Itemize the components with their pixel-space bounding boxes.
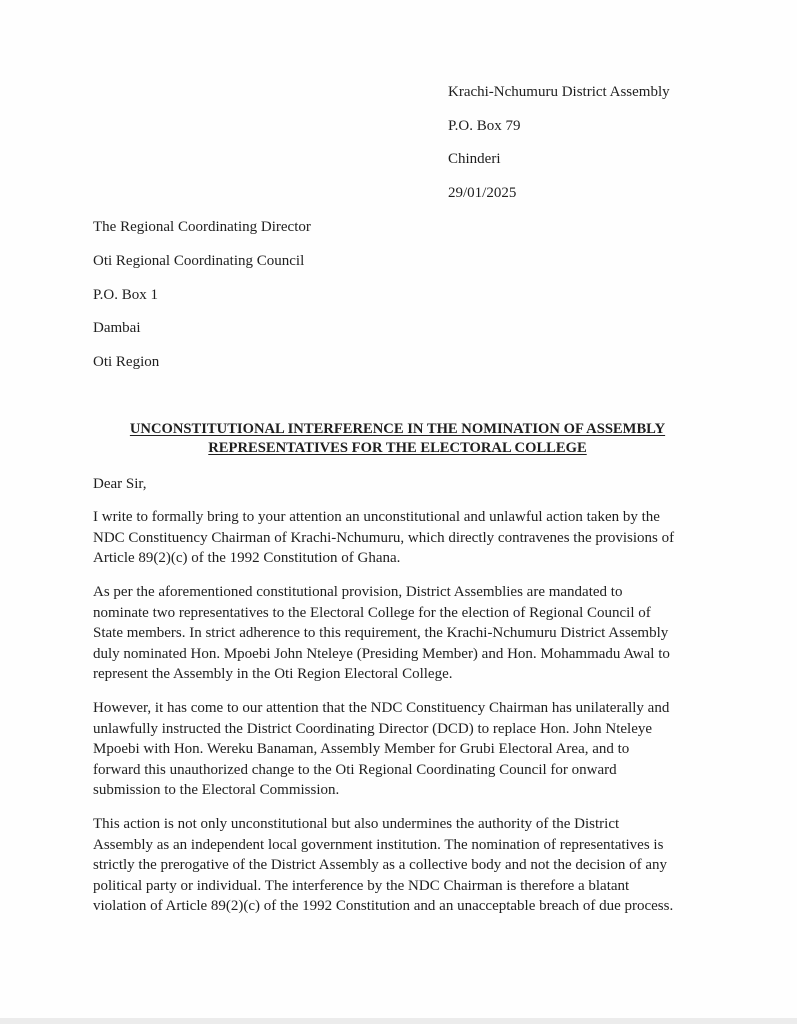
- page-bottom-edge: [0, 1018, 797, 1024]
- paragraph-line: strictly the prerogative of the District Assembly as a collective body and not the decision of any: [93, 857, 668, 874]
- paragraph-violation: [93, 814, 708, 917]
- paragraph-line: This action is not only unconstitutional but also undermines the authority of the District: [93, 816, 620, 832]
- paragraph-line: political party or individual. The interference by the NDC Chairman is therefore a blatant: [93, 877, 630, 894]
- paragraph-nomination: [93, 582, 708, 685]
- paragraph-interference: [93, 698, 708, 801]
- sender-po-box: P.O. Box 79: [448, 117, 521, 134]
- recipient-region: Oti Region: [93, 354, 160, 371]
- paragraph-line: forward this unauthorized change to the Oti Regional Coordinating Council for onward: [93, 761, 617, 778]
- recipient-organization: Oti Regional Coordinating Council: [93, 252, 305, 269]
- subject-line: REPRESENTATIVES FOR THE ELECTORAL COLLEGE: [208, 440, 587, 456]
- paragraph-line: However, it has come to our attention that the NDC Constituency Chairman has unilaterally and: [93, 700, 670, 716]
- paragraph-line: Assembly as an independent local government institution. The nomination of representatives is: [93, 836, 664, 853]
- paragraph-line: Article 89(2)(c) of the 1992 Constitution of Ghana.: [93, 550, 401, 567]
- recipient-address: [93, 217, 493, 386]
- recipient-town: Dambai: [93, 320, 141, 337]
- paragraph-line: I write to formally bring to your attention an unconstitutional and unlawful action taken by the: [93, 509, 660, 525]
- subject-line: UNCONSTITUTIONAL INTERFERENCE IN THE NOMINATION OF ASSEMBLY: [129, 421, 666, 437]
- sender-name: Krachi-Nchumuru District Assembly: [448, 84, 670, 100]
- paragraph-line: State members. In strict adherence to this requirement, the Krachi-Nchumuru District Assembly: [93, 625, 669, 642]
- paragraph-line: nominate two representatives to the Electoral College for the election of Regional Council of: [93, 604, 651, 621]
- recipient-title: The Regional Coordinating Director: [93, 219, 311, 235]
- paragraph-line: duly nominated Hon. Mpoebi John Nteleye (Presiding Member) and Hon. Mohammadu Awal to: [93, 645, 670, 662]
- paragraph-line: submission to the Electoral Commission.: [93, 782, 340, 799]
- paragraph-introduction: [93, 507, 708, 569]
- letter-date: 29/01/2025: [448, 184, 517, 201]
- paragraph-line: Mpoebi with Hon. Wereku Banaman, Assembly Member for Grubi Electoral Area, and to: [93, 741, 630, 758]
- paragraph-line: As per the aforementioned constitutional provision, District Assemblies are mandated to: [93, 584, 623, 600]
- letter-subject: [95, 420, 700, 458]
- paragraph-line: NDC Constituency Chairman of Krachi-Nchumuru, which directly contravenes the provisions of: [93, 529, 675, 546]
- paragraph-line: represent the Assembly in the Oti Region Electoral College.: [93, 666, 453, 683]
- paragraph-line: unlawfully instructed the District Coordinating Director (DCD) to replace Hon. John Nteleye: [93, 720, 653, 737]
- recipient-po-box: P.O. Box 1: [93, 286, 159, 303]
- salutation: Dear Sir,: [93, 476, 147, 492]
- sender-address: [448, 82, 768, 216]
- sender-town: Chinderi: [448, 151, 501, 167]
- paragraph-line: violation of Article 89(2)(c) of the 1992 Constitution and an unacceptable breach of due process.: [93, 898, 674, 915]
